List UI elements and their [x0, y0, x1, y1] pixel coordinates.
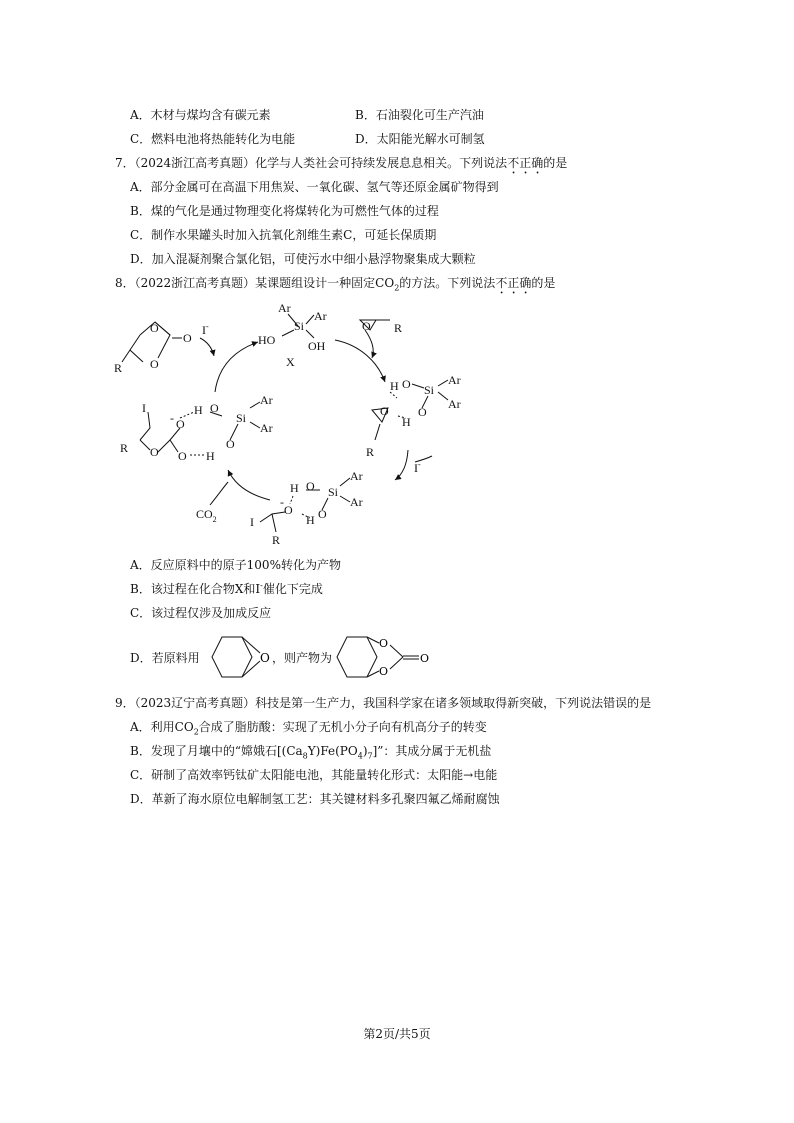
- label-o-minus: O: [176, 417, 185, 431]
- label-ar: Ar: [448, 373, 461, 387]
- label-x: X: [286, 355, 295, 369]
- label-o: O: [260, 651, 270, 665]
- cyclohexene-carbonate-structure: [335, 631, 435, 686]
- label-ar: Ar: [260, 393, 273, 407]
- carbonate-ring-bond-2: [130, 335, 143, 362]
- label-o: O: [210, 401, 219, 415]
- label-ar: Ar: [448, 397, 461, 411]
- label-o-minus: O: [178, 449, 187, 463]
- q6-option-d: D．太阳能光解水可制氢: [355, 132, 485, 146]
- label-iminus: I-: [202, 322, 209, 337]
- q8-title: 8．（2022浙江高考真题）某课题组设计一种固定$CO_2$的方法。下列说法不正确的是: [115, 276, 556, 293]
- label-r: R: [114, 361, 123, 375]
- label-ar: Ar: [350, 495, 363, 509]
- arrow-top-left: [215, 342, 258, 392]
- bottom-r-bond: [272, 514, 276, 532]
- q9-option-a: A．利用$CO_2$合成了脂肪酸：实现了无机小分子向有机高分子的转变: [130, 720, 487, 737]
- cyclohexene-oxide-structure: [200, 633, 275, 683]
- label-o: O: [150, 445, 159, 459]
- label-h: H: [390, 379, 399, 393]
- label-r: R: [120, 441, 129, 455]
- label-h: H: [194, 403, 203, 417]
- label-ho: HO: [258, 333, 276, 347]
- label-iminus: I-: [414, 460, 421, 475]
- si-ar-bond-b: [340, 478, 350, 486]
- label-o: O: [420, 652, 430, 665]
- label-ar: Ar: [314, 309, 327, 323]
- q9-option-c: C．研制了高效率钙钛矿太阳能电池，其能量转化形式：太阳能→电能: [130, 768, 498, 782]
- q9-title: 9．（2023辽宁高考真题）科技是第一生产力，我国科学家在诸多领域取得新突破，下列说法错误的是: [115, 696, 652, 710]
- q8-option-b: B．该过程在化合物X和I-催化下完成: [130, 581, 323, 596]
- arrow-iminus-in: [200, 338, 214, 356]
- label-h: H: [306, 513, 315, 527]
- label-h: H: [402, 415, 411, 429]
- si-ar-bond-b2: [340, 496, 350, 502]
- label-o: O: [379, 637, 389, 650]
- q9-option-d: D．革新了海水原位电解制氢工艺：其关键材料多孔聚四氟乙烯耐腐蚀: [130, 792, 500, 806]
- label-oh: OH: [308, 339, 326, 353]
- label-r: R: [394, 321, 403, 335]
- label-si: Si: [328, 485, 339, 499]
- label-o: O: [226, 437, 235, 451]
- q7-option-c: C．制作水果罐头时加入抗氧化剂维生素C，可延长保质期: [130, 228, 437, 242]
- label-h: H: [206, 449, 215, 463]
- carbonate-o-bond: [170, 440, 178, 452]
- page-footer: 第2页/共5页: [363, 1027, 431, 1041]
- label-o: O: [362, 319, 371, 333]
- label-i: I: [142, 401, 146, 415]
- label-o: O: [183, 331, 192, 345]
- arrow-bottom-left: [228, 470, 270, 500]
- q8-option-d-mid: ，则产物为: [272, 651, 333, 665]
- q6-option-a: A．木材与煤均含有碳元素: [130, 108, 271, 122]
- si-o-bond-r: [412, 384, 424, 388]
- si-ar-bond-r2: [438, 392, 448, 400]
- label-o-minus: O: [284, 503, 293, 517]
- label-minus: -: [280, 495, 284, 509]
- label-o: O: [150, 357, 159, 371]
- label-co2: $CO_2$: [196, 507, 217, 524]
- catalytic-cycle-diagram: [110, 300, 490, 545]
- si-ho-bond: [282, 330, 294, 336]
- q6-option-b: B．石油裂化可生产汽油: [355, 108, 484, 122]
- label-si: Si: [236, 411, 247, 425]
- carbonate-r-bond: [122, 350, 130, 362]
- arrow-top-right: [335, 340, 385, 382]
- q8-option-d-pre: D．若原料用: [130, 651, 200, 665]
- si-ar-bond-l: [250, 402, 260, 408]
- label-o: O: [380, 404, 389, 418]
- label-minus: -: [170, 411, 174, 425]
- q6-option-c: C．燃料电池将热能转化为电能: [130, 132, 296, 146]
- arrow-right: [395, 450, 408, 480]
- si-ar-bond-2: [306, 315, 314, 324]
- carbonate-bond: [158, 428, 180, 452]
- label-o: O: [379, 665, 389, 678]
- label-si: Si: [424, 383, 435, 397]
- chain-bond: [140, 412, 150, 440]
- label-o: O: [402, 377, 411, 391]
- epoxide-r-bond-2: [375, 424, 380, 440]
- label-ar: Ar: [350, 469, 363, 483]
- label-i: I: [250, 515, 254, 529]
- label-o: O: [318, 507, 327, 521]
- q7-option-b: B．煤的气化是通过物理变化将煤转化为可燃性气体的过程: [130, 204, 439, 218]
- label-o: O: [150, 321, 159, 335]
- arrow-co2-branch: [210, 482, 228, 505]
- q7-option-a: A．部分金属可在高温下用焦炭、一氧化碳、氢气等还原金属矿物得到: [130, 180, 499, 194]
- label-r: R: [366, 445, 375, 459]
- q8-option-c: C．该过程仅涉及加成反应: [130, 606, 272, 620]
- si-ar-bond-l2: [250, 422, 260, 428]
- label-ar: Ar: [260, 421, 273, 435]
- label-o: O: [306, 479, 315, 493]
- q9-option-b: B．发现了月壤中的“嫦娥石$[(Ca_8Y)Fe(PO_4)_7]$”：其成分属于无机盐: [130, 744, 492, 761]
- label-ar: Ar: [278, 301, 291, 315]
- q7-option-d: D．加入混凝剂聚合氯化铝，可使污水中细小悬浮物聚集成大颗粒: [130, 252, 476, 266]
- label-o: O: [418, 405, 427, 419]
- si-ar-bond-r: [438, 380, 448, 386]
- label-h: H: [290, 481, 299, 495]
- q7-title: 7．（2024浙江高考真题）化学与人类社会可持续发展息息相关。下列说法不正确的是: [115, 156, 568, 170]
- si-oh-bond: [306, 330, 314, 338]
- chain-o-bond: [140, 440, 150, 450]
- arrow-epoxide-in: [365, 330, 373, 358]
- q8-option-a: A．反应原料中的原子100%转化为产物: [130, 558, 341, 572]
- label-si: Si: [294, 319, 305, 333]
- label-r: R: [272, 533, 281, 545]
